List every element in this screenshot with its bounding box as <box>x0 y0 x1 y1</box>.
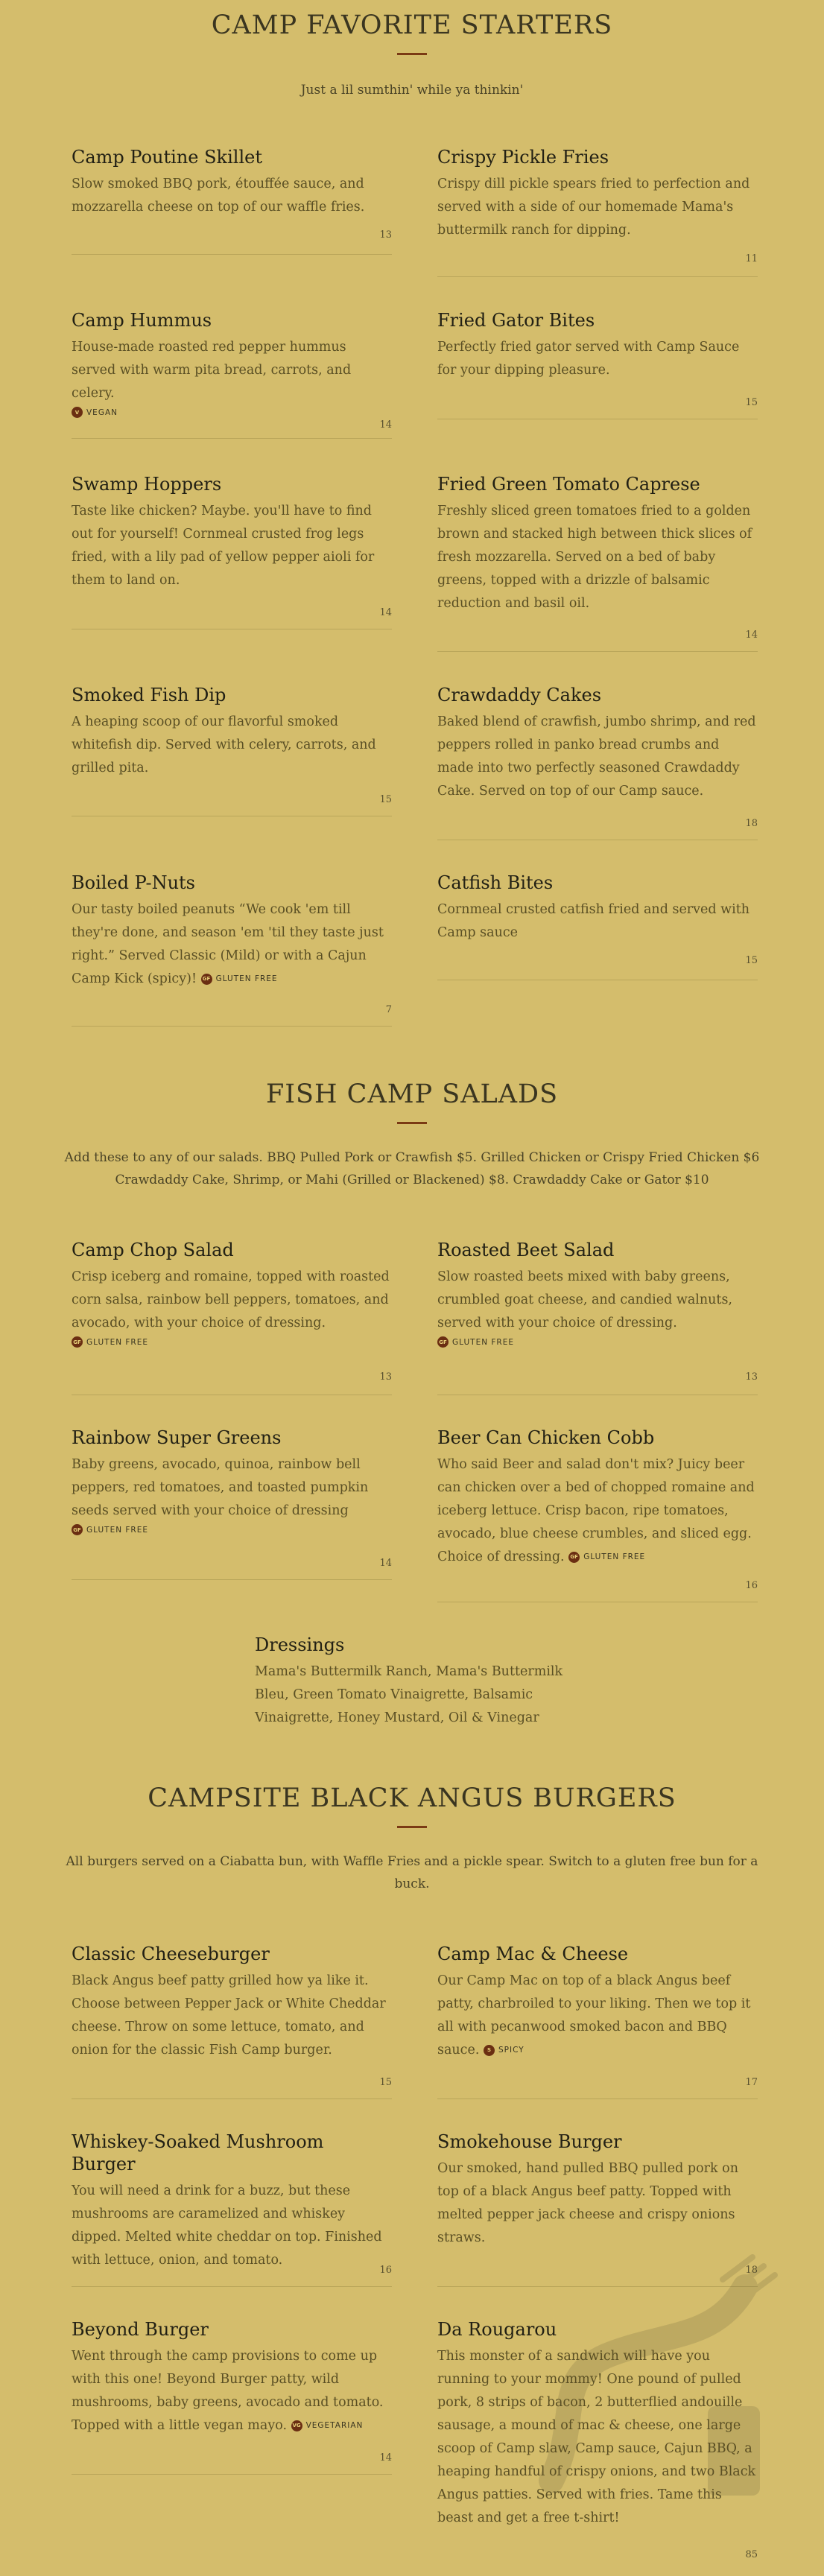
menu-item-rainbow-super-greens[interactable] <box>72 1427 392 1580</box>
item-price: 13 <box>745 1371 758 1383</box>
item-name: Fried Green Tomato Caprese <box>437 474 700 495</box>
vegetarian-badge <box>291 2414 364 2437</box>
item-description: Crispy dill pickle spears fried to perfection and served with a side of our homemade Mama's buttermilk ranch for dipping. <box>437 177 750 238</box>
gluten-free-icon: GF <box>568 1552 580 1563</box>
menu-item-fried-gator-bites[interactable] <box>437 309 758 439</box>
badge-label: GLUTEN FREE <box>86 1337 148 1347</box>
gluten-free-badge <box>72 1524 392 1535</box>
item-description <box>72 2345 392 2437</box>
menu-item-camp-chop-salad[interactable] <box>72 1239 392 1395</box>
item-price: 15 <box>745 397 758 408</box>
item-description: Our smoked, hand pulled BBQ pulled pork on top of a black Angus beef patty. Topped with melted pepper jack cheese and crispy onions straws. <box>437 2161 738 2245</box>
item-description: Slow roasted beets mixed with baby greens, crumbled goat cheese, and candied walnuts, served with your choice of dressing. <box>437 1269 732 1330</box>
item-divider <box>72 2098 392 2099</box>
menu-item-fried-green-tomato-caprese[interactable] <box>437 473 758 652</box>
item-divider <box>437 276 758 277</box>
menu-item-camp-poutine-skillet[interactable] <box>72 146 392 255</box>
badge-label: VEGAN <box>86 407 118 417</box>
item-description: You will need a drink for a buzz, but these mushrooms are caramelized and whiskey dipped. Melted white cheddar on top. Finished with lettuce, onion, and tomato. <box>72 2183 382 2268</box>
spicy-icon: S <box>484 2045 495 2056</box>
burgers-title: CAMPSITE BLACK ANGUS BURGERS <box>148 1783 676 1813</box>
spicy-badge <box>484 2039 524 2062</box>
item-description-text: Who said Beer and salad don't mix? Juicy beer can chicken over a bed of chopped romaine and iceberg lettuce. Crisp bacon, ripe tomatoes, avocado, blue cheese crumbles, and sliced egg. Choice of dressing. <box>437 1457 755 1564</box>
item-description: Baby greens, avocado, quinoa, rainbow bell peppers, red tomatoes, and toasted pumpkin seeds served with your choice of dressing <box>72 1457 369 1518</box>
item-name: Whiskey-Soaked Mushroom Burger <box>72 2131 324 2174</box>
menu-item-whiskey-soaked-mushroom-burger[interactable] <box>72 2131 392 2287</box>
item-description <box>437 1970 758 2062</box>
burgers-subtitle: All burgers served on a Ciabatta bun, with Waffle Fries and a pickle spear. Switch to a gluten free bun for a buck. <box>66 1854 758 1891</box>
item-name: Catfish Bites <box>437 872 554 893</box>
gluten-free-icon: GF <box>201 974 212 985</box>
item-name: Crawdaddy Cakes <box>437 685 602 705</box>
dressings-title: Dressings <box>255 1634 345 1655</box>
item-description: Freshly sliced green tomatoes fried to a golden brown and stacked high between thick slices of fresh mozzarella. Served on a bed of baby greens, topped with a drizzle of balsamic reduction and basil oil. <box>437 504 752 611</box>
item-name: Classic Cheeseburger <box>72 1944 270 1964</box>
menu-item-beyond-burger[interactable] <box>72 2318 392 2475</box>
item-divider <box>437 651 758 652</box>
item-name: Beyond Burger <box>72 2319 209 2340</box>
menu-item-roasted-beet-salad[interactable] <box>437 1239 758 1395</box>
item-name: Rainbow Super Greens <box>72 1427 282 1448</box>
menu-item-crispy-pickle-fries[interactable] <box>437 146 758 277</box>
salads-subtitle: Add these to any of our salads. BBQ Pulled Pork or Crawfish $5. Grilled Chicken or Crispy Fried Chicken $6 Crawdaddy Cake, Shrimp, or Mahi (Grilled or Blackened) $8. Crawdaddy Cake or Gator $10 <box>64 1150 760 1187</box>
badge-label: GLUTEN FREE <box>86 1525 148 1535</box>
item-description: Black Angus beef patty grilled how ya like it. Choose between Pepper Jack or White Cheddar cheese. Throw on some lettuce, tomato, and onion for the classic Fish Camp burger. <box>72 1973 386 2058</box>
item-price: 15 <box>379 2077 392 2088</box>
starters-title-rule <box>397 53 427 55</box>
menu-item-camp-mac-cheese[interactable] <box>437 1943 758 2099</box>
starters-subtitle: Just a lil sumthin' while ya thinkin' <box>300 83 524 98</box>
menu-item-swamp-hoppers[interactable] <box>72 473 392 629</box>
gluten-free-badge <box>568 1546 645 1569</box>
item-description: Crisp iceberg and romaine, topped with roasted corn salsa, rainbow bell peppers, tomatoes, and avocado, with your choice of dressing. <box>72 1269 390 1330</box>
item-description: Cornmeal crusted catfish fried and served with Camp sauce <box>437 902 750 940</box>
item-price: 13 <box>379 1371 392 1383</box>
gluten-free-badge <box>437 1336 758 1348</box>
item-price: 14 <box>379 419 392 431</box>
item-price: 14 <box>379 607 392 618</box>
item-name: Fried Gator Bites <box>437 310 595 331</box>
item-description: Perfectly fried gator served with Camp Sauce for your dipping pleasure. <box>437 340 740 378</box>
gluten-free-icon: GF <box>72 1524 83 1535</box>
item-name: Camp Chop Salad <box>72 1240 234 1260</box>
item-price: 13 <box>379 229 392 241</box>
gluten-free-icon: GF <box>437 1336 449 1348</box>
vegetarian-icon: VG <box>291 2420 302 2431</box>
item-price: 14 <box>745 629 758 641</box>
dressings-block <box>255 1634 583 1730</box>
menu-item-smoked-fish-dip[interactable] <box>72 684 392 816</box>
item-description <box>437 1453 758 1569</box>
badge-label: VEGETARIAN <box>305 2421 364 2430</box>
item-name: Crispy Pickle Fries <box>437 147 609 168</box>
item-price: 15 <box>379 794 392 805</box>
item-description: Baked blend of crawfish, jumbo shrimp, and red peppers rolled in panko bread crumbs and made into two perfectly seasoned Crawdaddy Cake. Served on top of our Camp sauce. <box>437 714 756 799</box>
item-name: Roasted Beet Salad <box>437 1240 615 1260</box>
item-divider <box>72 1026 392 1027</box>
item-description: House-made roasted red pepper hummus served with warm pita bread, carrots, and celery. <box>72 340 352 401</box>
item-name: Da Rougarou <box>437 2319 557 2340</box>
starters-title: CAMP FAVORITE STARTERS <box>211 10 613 40</box>
item-name: Smokehouse Burger <box>437 2131 622 2152</box>
burgers-title-rule <box>397 1826 427 1828</box>
menu-item-da-rougarou[interactable] <box>437 2318 758 2569</box>
item-name: Camp Hummus <box>72 310 212 331</box>
item-price: 14 <box>379 1558 392 1569</box>
menu-item-classic-cheeseburger[interactable] <box>72 1943 392 2099</box>
item-price: 16 <box>379 2265 392 2276</box>
menu-item-catfish-bites[interactable] <box>437 872 758 980</box>
item-price: 16 <box>745 1580 758 1591</box>
menu-item-beer-can-chicken-cobb[interactable] <box>437 1427 758 1602</box>
badge-label: GLUTEN FREE <box>215 974 278 983</box>
item-description: This monster of a sandwich will have you running to your mommy! One pound of pulled pork, 8 strips of bacon, 2 butterflied andouille sausage, a mound of mac & cheese, one large scoop of Camp slaw, Camp sauce, Cajun BBQ, a heaping handful of crispy onions, and two Black Angus patties. Served with fries. Tame this beast and get a free t-shirt! <box>437 2349 756 2525</box>
item-name: Camp Mac & Cheese <box>437 1944 629 1964</box>
badge-label: GLUTEN FREE <box>583 1552 646 1561</box>
item-description: Taste like chicken? Maybe. you'll have to find out for yourself! Cornmeal crusted frog legs fried, with a lily pad of yellow pepper aioli for them to land on. <box>72 504 375 588</box>
gluten-free-badge <box>72 1336 392 1348</box>
salads-title: FISH CAMP SALADS <box>265 1079 559 1109</box>
item-description-text: Went through the camp provisions to come up with this one! Beyond Burger patty, wild mushrooms, baby greens, avocado and tomato. Topped with a little vegan mayo. <box>72 2349 384 2433</box>
dressings-list: Mama's Buttermilk Ranch, Mama's Buttermilk Bleu, Green Tomato Vinaigrette, Balsamic Vinaigrette, Honey Mustard, Oil & Vinegar <box>255 1664 563 1725</box>
item-name: Boiled P-Nuts <box>72 872 195 893</box>
item-divider <box>72 1579 392 1580</box>
gluten-free-icon: GF <box>72 1336 83 1348</box>
item-name: Smoked Fish Dip <box>72 685 226 705</box>
item-divider <box>72 254 392 255</box>
vegan-icon: V <box>72 407 83 418</box>
menu-item-camp-hummus[interactable] <box>72 309 392 439</box>
item-price: 15 <box>745 955 758 966</box>
item-divider <box>72 2286 392 2287</box>
badge-label: SPICY <box>498 2046 524 2055</box>
item-divider <box>72 2474 392 2475</box>
menu-item-crawdaddy-cakes[interactable] <box>437 684 758 840</box>
item-price: 17 <box>745 2077 758 2088</box>
item-divider <box>72 438 392 439</box>
item-price: 85 <box>745 2549 758 2560</box>
item-name: Beer Can Chicken Cobb <box>437 1427 655 1448</box>
item-name: Swamp Hoppers <box>72 474 222 495</box>
menu-item-boiled-p-nuts[interactable] <box>72 872 392 1028</box>
item-price: 14 <box>379 2452 392 2464</box>
item-price: 18 <box>745 818 758 829</box>
item-description-text: Our Camp Mac on top of a black Angus beef patty, charbroiled to your liking. Then we top it all with pecanwood smoked bacon and BBQ sauce. <box>437 1973 751 2058</box>
item-description: A heaping scoop of our flavorful smoked whitefish dip. Served with celery, carrots, and grilled pita. <box>72 714 376 775</box>
item-description: Slow smoked BBQ pork, étouffée sauce, and mozzarella cheese on top of our waffle fries. <box>72 177 365 215</box>
salads-title-rule <box>397 1122 427 1124</box>
item-price: 7 <box>385 1004 392 1015</box>
item-name: Camp Poutine Skillet <box>72 147 262 168</box>
gluten-free-badge <box>201 968 278 991</box>
item-description-text: Our tasty boiled peanuts “We cook 'em till they're done, and season 'em 'til they taste just right.” Served Classic (Mild) or with a Cajun Camp Kick (spicy)! <box>72 902 384 986</box>
item-divider <box>437 2098 758 2099</box>
badge-label: GLUTEN FREE <box>452 1337 514 1347</box>
item-price: 11 <box>745 253 758 264</box>
item-description <box>72 898 392 991</box>
item-price: 18 <box>745 2265 758 2276</box>
vegan-badge <box>72 407 392 418</box>
